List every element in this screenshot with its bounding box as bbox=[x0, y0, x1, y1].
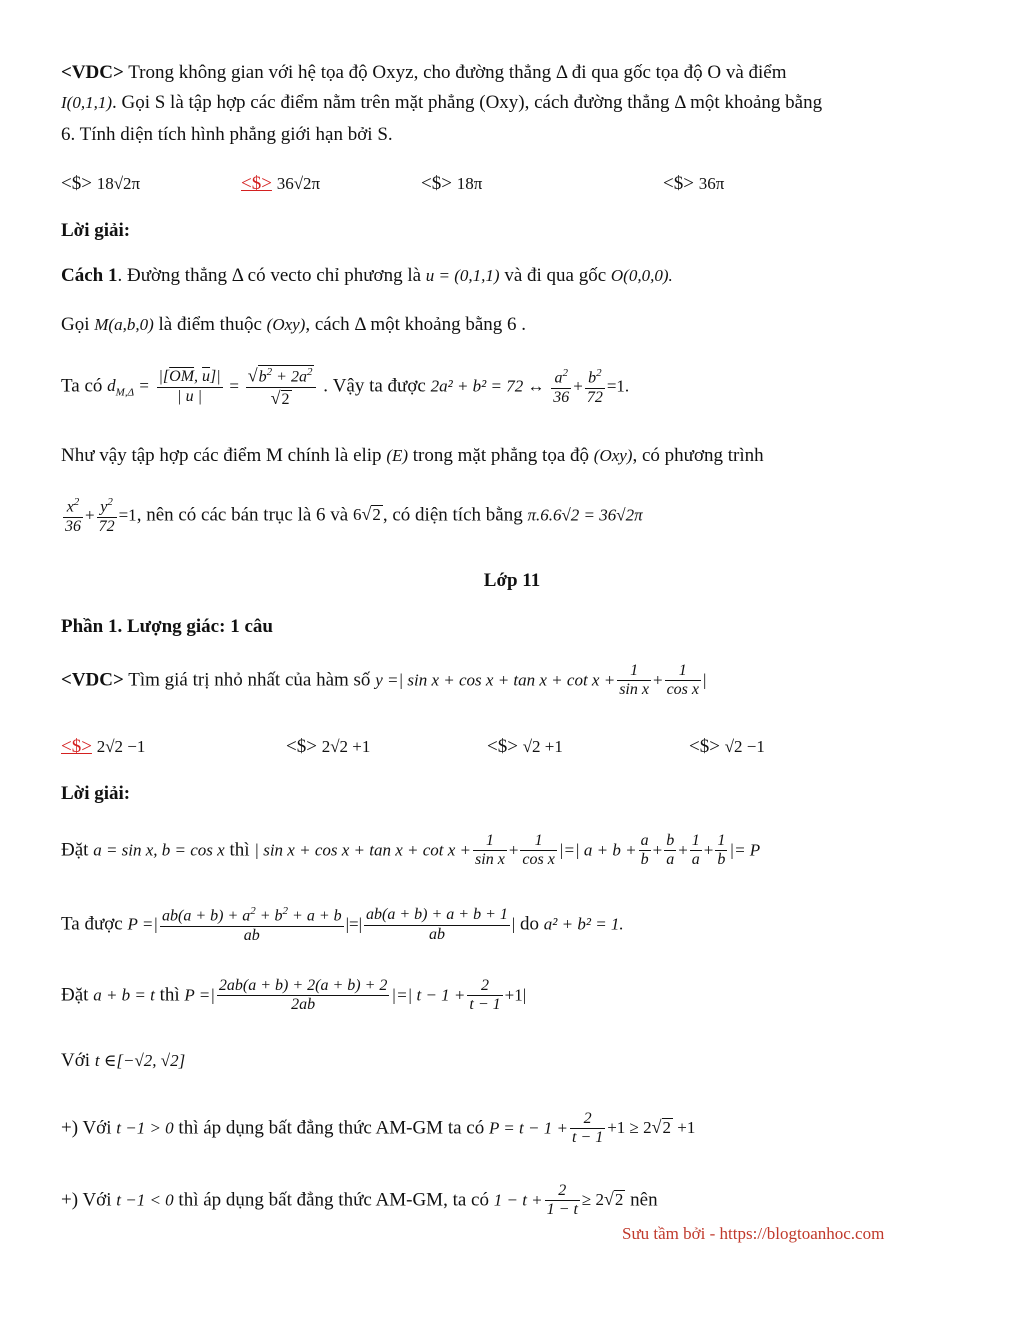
option-value: 36π bbox=[698, 174, 725, 193]
q1-option-d[interactable] bbox=[663, 173, 724, 195]
q2-option-d[interactable] bbox=[689, 736, 765, 758]
sol2-line5: +) Với t −1 > 0 thì áp dụng bất đẳng thức AM-GM ta có P = t − 1 + $\frac{2}{t - 1}$ +1 ≥ 2√2 +1 bbox=[61, 1110, 696, 1147]
sol2-line3: Đặt a + b = t thì P =| $\frac{2ab(a + b) + 2(a + b) + 2}{2ab}$ |=| t − 1 + $\frac{2}{t - 1}$ +1| bbox=[61, 977, 527, 1014]
footer-credit[interactable]: Sưu tầm bởi - https://blogtoanhoc.com bbox=[622, 1224, 885, 1243]
q1-text-3: 6. Tính diện tích hình phẳng giới hạn bởi S. bbox=[61, 124, 393, 145]
ellipse-frac-b: $\frac{b^2}{72}$ bbox=[586, 367, 603, 406]
sol1-text: , cách Δ một khoảng bằng 6 . bbox=[305, 314, 527, 335]
option-value: 18π bbox=[456, 174, 483, 193]
sol2-line2: Ta được P =| $\frac{ab(a + b) + a^2 + b^2 + a + b}{ab}$ |=| $\frac{ab(a + b) + a + b + 1}{ab}$ | do a² + b² = 1. bbox=[61, 905, 624, 944]
option-marker: <$> bbox=[61, 736, 92, 757]
option-value: 2√2 −1 bbox=[96, 737, 146, 756]
option-value: 2√2 +1 bbox=[321, 737, 371, 756]
grade-heading: Lớp 11 bbox=[483, 570, 541, 591]
sol2-line6: +) Với t −1 < 0 thì áp dụng bất đẳng thức AM-GM, ta có 1 − t + $\frac{2}{1 - t}$ ≥ 2√2 nên bbox=[61, 1182, 658, 1219]
sol1-text: trong mặt phẳng tọa độ bbox=[408, 445, 594, 466]
sol2-text: Ta được bbox=[61, 913, 128, 935]
q1-tag: <VDC> bbox=[61, 62, 124, 83]
point-i: I(0,1,1) bbox=[61, 93, 112, 112]
sol2-line4 bbox=[61, 1050, 185, 1073]
frac: $\frac{b}{a}$ bbox=[666, 832, 675, 869]
solution-heading-2: Lời giải: bbox=[61, 783, 131, 804]
sol2-condition: a² + b² = 1. bbox=[543, 914, 624, 934]
option-marker: <$> bbox=[286, 736, 317, 757]
frac-1-cos: $\frac{1}{\text{cos x}}$ bbox=[666, 662, 700, 699]
ellipse-area: π.6.6√2 = 36√2π bbox=[527, 505, 643, 525]
q1-option-c[interactable] bbox=[421, 173, 482, 195]
method-label: Cách 1 bbox=[61, 265, 118, 286]
sol2-text: thì bbox=[224, 839, 255, 861]
q2-line: <VDC> Tìm giá trị nhỏ nhất của hàm số y =| sin x + cos x + tan x + cot x + $\frac{1}{\text{sin x}}$ + $\frac{1}{\text{cos x}}$ | bbox=[61, 662, 707, 699]
sol2-text: thì áp dụng bất đẳng thức AM-GM, ta có bbox=[173, 1189, 494, 1211]
option-marker: <$> bbox=[241, 173, 272, 194]
sol1-line1 bbox=[61, 265, 673, 288]
distance-formula: $d_{M,\Delta}$ = bbox=[107, 376, 150, 399]
option-value: 18√2π bbox=[96, 174, 141, 193]
point-m: M(a,b,0) bbox=[94, 315, 154, 334]
q1-text-1: Trong không gian với hệ tọa độ Oxyz, cho đường thẳng Δ đi qua gốc tọa độ O và điểm bbox=[123, 62, 787, 83]
sol1-text: . Vậy ta được bbox=[323, 375, 431, 397]
sol2-text: do bbox=[515, 913, 544, 935]
sol1-text: và đi qua gốc bbox=[499, 265, 611, 286]
sol2-text: nên bbox=[625, 1189, 658, 1211]
solution-heading-1: Lời giải: bbox=[61, 220, 131, 241]
frac: $\frac{1}{a}$ bbox=[691, 832, 700, 869]
q2-option-b[interactable] bbox=[286, 736, 370, 758]
frac: $\frac{2}{1 - t}$ bbox=[546, 1182, 578, 1219]
ellipse-x-frac: $\frac{x^2}{36}$ bbox=[65, 496, 81, 535]
q1-line1 bbox=[61, 62, 787, 85]
sol2-text: Đặt bbox=[61, 839, 94, 861]
option-value: √2 −1 bbox=[724, 737, 765, 756]
sol1-line3: Ta có $d_{M,\Delta}$ = $\frac{|[\overline{OM}, \overline{u}]|}{| \overline{u} |}$ = $\frac{√b^2 + 2a^2}{√2}$ . Vậy ta được 2a² + b² = 72 ↔ $\frac{a^2}{36}$ + $\frac{b^2}{72}$ =1. bbox=[61, 365, 630, 408]
frac: $\frac{2}{t - 1}$ bbox=[571, 1110, 604, 1147]
sol2-text: +) Với bbox=[61, 1117, 117, 1139]
sol1-text: Gọi bbox=[61, 314, 95, 335]
frac: $\frac{ab(a + b) + a + b + 1}{ab}$ bbox=[366, 906, 508, 943]
frac: $\frac{1}{\text{cos x}}$ bbox=[522, 832, 555, 869]
frac: $\frac{1}{b}$ bbox=[717, 832, 726, 869]
option-marker: <$> bbox=[663, 173, 694, 194]
sol1-line5: $\frac{x^2}{36}$ + $\frac{y^2}{72}$ =1, nên có các bán trục là 6 và 6√2 , có diện tích bằng π.6.6√2 = 36√2π bbox=[65, 496, 643, 535]
sol1-text: là điểm thuộc bbox=[153, 314, 267, 335]
ellipse-relation: 2a² + b² = 72 ↔ bbox=[430, 376, 545, 396]
frac: $\frac{1}{\text{sin x}}$ bbox=[475, 832, 505, 869]
ellipse-e: (E) bbox=[386, 446, 409, 465]
origin-point: O(0,0,0). bbox=[610, 266, 673, 285]
sol2-line1: Đặt a = sin x, b = cos x thì | sin x + cos x + tan x + cot x + $\frac{1}{\text{sin x}}$ + $\frac{1}{\text{cos x}}$ |=| a + b + $\frac{a}{b}$ + $\frac{b}{a}$ + $\frac{1}{a}$ + $\frac{1}{b}$ |= P bbox=[61, 832, 761, 869]
part-heading: Phần 1. Lượng giác: 1 câu bbox=[61, 616, 273, 637]
option-value: 36√2π bbox=[276, 174, 321, 193]
sqrt-fraction: $\frac{√b^2 + 2a^2}{√2}$ bbox=[246, 365, 317, 409]
condition: t −1 > 0 bbox=[116, 1118, 174, 1138]
q2-tag: <VDC> bbox=[61, 669, 124, 691]
plane-oxy: (Oxy) bbox=[593, 446, 633, 465]
q2-option-a[interactable] bbox=[61, 736, 145, 758]
sol2-text: Đặt bbox=[61, 984, 94, 1006]
sol1-line2 bbox=[61, 314, 526, 337]
t-interval: t ∈[−√2, √2] bbox=[94, 1051, 186, 1070]
q1-text-2: . Gọi S là tập hợp các điểm nằm trên mặt phẳng (Oxy), cách đường thẳng Δ một khoảng bằng bbox=[111, 92, 823, 113]
sol2-text: thì áp dụng bất đẳng thức AM-GM ta có bbox=[173, 1117, 489, 1139]
q1-line3 bbox=[61, 124, 393, 147]
sol2-text: thì bbox=[154, 984, 185, 1006]
frac: $\frac{ab(a + b) + a^2 + b^2 + a + b}{ab}$ bbox=[161, 905, 342, 944]
sol1-text: Như vậy tập hợp các điểm M chính là elip bbox=[61, 445, 387, 466]
frac: $\frac{2ab(a + b) + 2(a + b) + 2}{2ab}$ bbox=[218, 977, 388, 1014]
option-marker: <$> bbox=[61, 173, 92, 194]
sol1-text: , có diện tích bằng bbox=[382, 504, 528, 526]
frac: $\frac{a}{b}$ bbox=[640, 832, 649, 869]
q1-option-a[interactable] bbox=[61, 173, 140, 195]
sol2-text: Với bbox=[61, 1050, 95, 1071]
sol1-text: , nên có các bán trục là 6 và bbox=[136, 504, 353, 526]
condition: t −1 < 0 bbox=[116, 1190, 174, 1210]
sol1-text: . Đường thẳng Δ có vecto chỉ phương là bbox=[117, 265, 426, 286]
option-marker: <$> bbox=[421, 173, 452, 194]
q1-line2 bbox=[61, 92, 822, 115]
frac-1-sin: $\frac{1}{\text{sin x}}$ bbox=[619, 662, 649, 699]
sol1-line4 bbox=[61, 445, 764, 468]
ellipse-y-frac: $\frac{y^2}{72}$ bbox=[98, 496, 115, 535]
option-marker: <$> bbox=[689, 736, 720, 757]
distance-fraction: $\frac{|[\overline{OM}, \overline{u}]|}{| \overline{u} |}$ bbox=[158, 368, 221, 405]
ellipse-frac-a: $\frac{a^2}{36}$ bbox=[553, 367, 570, 406]
q2-option-c[interactable] bbox=[487, 736, 563, 758]
sol2-text: +) Với bbox=[61, 1189, 117, 1211]
function-y: y =| sin x + cos x + tan x + cot x + bbox=[375, 670, 616, 690]
option-marker: <$> bbox=[487, 736, 518, 757]
sol1-text: , có phương trình bbox=[632, 445, 764, 466]
plane-oxy: (Oxy) bbox=[266, 315, 306, 334]
direction-vector: u = (0,1,1) bbox=[425, 266, 500, 285]
q2-text: Tìm giá trị nhỏ nhất của hàm số bbox=[123, 669, 376, 691]
q1-option-b[interactable] bbox=[241, 173, 320, 195]
sol1-text: Ta có bbox=[61, 375, 108, 397]
option-value: √2 +1 bbox=[522, 737, 563, 756]
frac: $\frac{2}{t - 1}$ bbox=[469, 977, 501, 1014]
